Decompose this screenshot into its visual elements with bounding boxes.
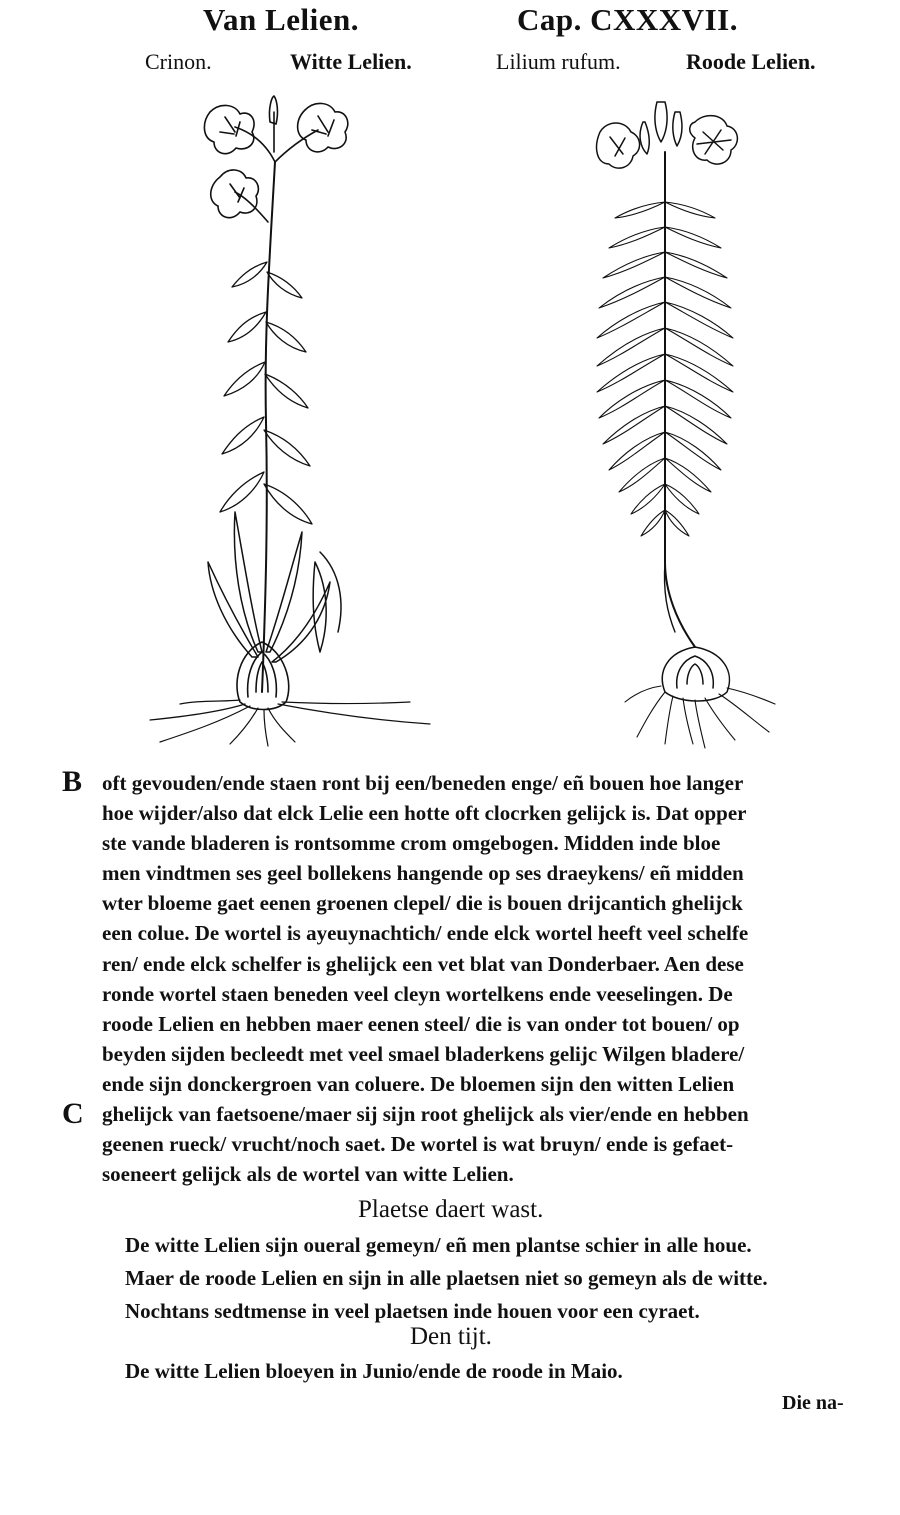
text-line: wter bloeme gaet eenen groenen clepel/ die is bouen drijcantich ghelijck (102, 891, 743, 916)
text-line: oft gevouden/ende staen ront bij een/beneden enge/ eñ bouen hoe langer (102, 771, 744, 795)
white-lily-flower-top-left (204, 105, 254, 153)
text-line: beyden sijden becleedt met veel smael bladerkens gelijc Wilgen bladere/ (102, 1041, 745, 1066)
text-line: ren/ ende elck schelfer is ghelijck een vet blat van Donderbaer. Aen dese (102, 951, 744, 976)
running-title-left: Van Lelien. (203, 2, 359, 37)
white-lily-flower-middle (211, 170, 259, 218)
description-paragraph (102, 768, 872, 1189)
text-line: ronde wortel staen beneden veel cleyn wortelkens ende veeselingen. De (102, 981, 733, 1006)
text-line: soeneert gelijck als de wortel van witte Lelien. (102, 1162, 514, 1187)
text-line: ste vande bladeren is rontsomme crom omgebogen. Midden inde bloe (102, 831, 721, 856)
text-line: een colue. De wortel is ayeuynachtich/ ende elck wortel heeft veel schelfe (102, 921, 749, 946)
catchword: Die na- (782, 1392, 844, 1414)
text-line: roode Lelien en hebben maer eenen steel/ die is van onder tot bouen/ op (102, 1011, 740, 1036)
text-line: Nochtans sedtmense in veel plaetsen inde houen voor een cyraet. (125, 1299, 700, 1323)
marginal-letter-b: B (62, 765, 83, 798)
white-lily-woodcut (140, 92, 440, 747)
text-line: De witte Lelien sijn oueral gemeyn/ eñ men plantse schier in alle houe. (125, 1233, 752, 1257)
plant-name-roode-lelien: Roode Lelien. (686, 49, 816, 74)
section-heading-place: Plaetse daert wast. (358, 1196, 544, 1223)
red-lily-woodcut (585, 92, 785, 752)
section-heading-time: Den tijt. (410, 1323, 492, 1350)
time-paragraph (125, 1355, 895, 1388)
text-line: geenen rueck/ vrucht/noch saet. De wortel is wat bruyn/ ende is gefaet- (102, 1132, 734, 1157)
chapter-number: Cap. CXXXVII. (517, 2, 738, 37)
place-paragraph (125, 1229, 895, 1328)
text-line: men vindtmen ses geel bollekens hangende op ses draeykens/ eñ midden (102, 861, 744, 886)
red-lily-flower-left (597, 123, 640, 168)
text-line: Maer de roode Lelien en sijn in alle plaetsen niet so gemeyn als de witte. (125, 1266, 768, 1290)
red-lily-flower-right (690, 116, 738, 164)
text-line: ghelijck van faetsoene/maer sij sijn root ghelijck als vier/ende en hebben (102, 1102, 749, 1127)
text-line: hoe wijder/also dat elck Lelie een hotte oft clocrken gelijck is. Dat opper (102, 801, 747, 826)
plant-name-lilium-rufum: Lilium rufum. (496, 49, 621, 74)
red-lily-bulb (662, 647, 729, 701)
red-lily-bud-cluster (640, 102, 682, 154)
marginal-letter-c: C (62, 1097, 84, 1130)
text-line: De witte Lelien bloeyen in Junio/ende de roode in Maio. (125, 1359, 623, 1383)
plant-name-crinon: Crinon. (145, 49, 212, 74)
white-lily-flower-top-right (298, 103, 348, 151)
text-line: ende sijn donckergroen van coluere. De bloemen sijn den witten Lelien (102, 1071, 735, 1096)
plant-name-witte-lelien: Witte Lelien. (290, 49, 412, 74)
